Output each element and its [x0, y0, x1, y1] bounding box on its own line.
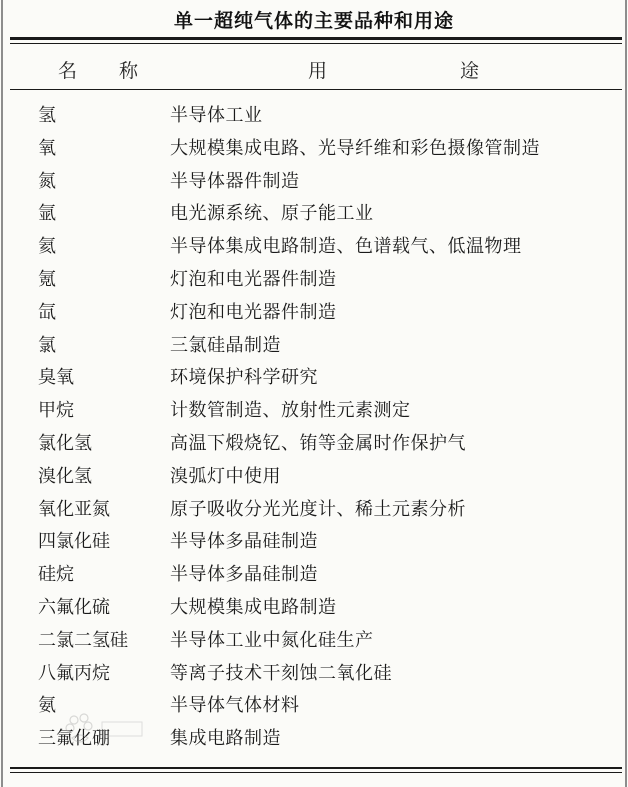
- gas-name-cell: 氨: [38, 695, 56, 717]
- gas-name-cell: 氮: [38, 170, 56, 192]
- column-header-name: 名 称: [58, 60, 157, 82]
- gas-name-cell: 二氯二氢硅: [38, 629, 128, 651]
- watermark-logo: [58, 712, 158, 752]
- table-row: [0, 527, 628, 560]
- gas-name-cell: 甲烷: [38, 400, 74, 422]
- table-row: [0, 626, 628, 659]
- gas-use-cell: 电光源系统、原子能工业: [170, 203, 374, 225]
- top-rule-thick: [10, 37, 622, 40]
- table-row: [0, 232, 628, 265]
- gas-name-cell: 氩: [38, 203, 56, 225]
- table-row: [0, 101, 628, 134]
- table-row: [0, 265, 628, 298]
- table-row: [0, 396, 628, 429]
- table-row: [0, 560, 628, 593]
- table-row: [0, 167, 628, 200]
- top-rule-thin: [10, 43, 622, 44]
- gas-name-cell: 四氯化硅: [38, 531, 110, 553]
- gas-use-cell: 半导体气体材料: [170, 695, 300, 717]
- gas-use-cell: 灯泡和电光器件制造: [170, 268, 337, 290]
- gas-name-cell: 氙: [38, 301, 56, 323]
- column-header-use-right: 途: [460, 60, 480, 82]
- bottom-rule-thick: [10, 767, 622, 769]
- gas-name-cell: 六氟化硫: [38, 596, 110, 618]
- gas-name-cell: 臭氧: [38, 367, 74, 389]
- gas-name-cell: 氧化亚氮: [38, 498, 110, 520]
- gas-name-cell: 氪: [38, 268, 56, 290]
- gas-use-cell: 灯泡和电光器件制造: [170, 301, 337, 323]
- table-row: [0, 134, 628, 167]
- table-row: [0, 593, 628, 626]
- gas-use-cell: 高温下煅烧钇、铕等金属时作保护气: [170, 432, 466, 454]
- table-row: [0, 495, 628, 528]
- gas-name-cell: 氧: [38, 137, 56, 159]
- gas-use-cell: 大规模集成电路、光导纤维和彩色摄像管制造: [170, 137, 540, 159]
- gas-use-cell: 半导体多晶硅制造: [170, 531, 318, 553]
- gas-use-cell: 三氯硅晶制造: [170, 334, 281, 356]
- gas-use-cell: 集成电路制造: [170, 728, 281, 750]
- gas-use-cell: 半导体集成电路制造、色谱载气、低温物理: [170, 236, 522, 258]
- header-rule: [10, 89, 622, 90]
- table-row: [0, 331, 628, 364]
- table-row: [0, 429, 628, 462]
- gas-name-cell: 氯: [38, 334, 56, 356]
- gas-name-cell: 八氟丙烷: [38, 662, 110, 684]
- gas-use-cell: 溴弧灯中使用: [170, 465, 281, 487]
- gas-name-cell: 溴化氢: [38, 465, 92, 487]
- table-body: [0, 101, 628, 757]
- gas-use-cell: 半导体工业: [170, 105, 263, 126]
- gas-use-cell: 半导体器件制造: [170, 170, 300, 192]
- table-row: [0, 363, 628, 396]
- gas-use-cell: 原子吸收分光光度计、稀土元素分析: [170, 498, 466, 520]
- gas-use-cell: 等离子技术干刻蚀二氧化硅: [170, 662, 392, 684]
- gas-use-cell: 半导体工业中氮化硅生产: [170, 629, 374, 651]
- bottom-rule-thin: [10, 772, 622, 773]
- gas-name-cell: 三氟化硼: [38, 728, 110, 750]
- table-row: [0, 199, 628, 232]
- table-title: 单一超纯气体的主要品种和用途: [173, 10, 454, 32]
- gas-name-cell: 氦: [38, 236, 56, 258]
- table-row: [0, 659, 628, 692]
- gas-name-cell: 硅烷: [38, 564, 74, 586]
- gas-name-cell: 氢: [38, 105, 56, 126]
- gas-use-cell: 环境保护科学研究: [170, 367, 318, 389]
- gas-use-cell: 大规模集成电路制造: [170, 596, 337, 618]
- column-header-use-left: 用: [308, 60, 328, 82]
- table-row: [0, 298, 628, 331]
- gas-use-cell: 半导体多晶硅制造: [170, 564, 318, 586]
- gas-use-cell: 计数管制造、放射性元素测定: [170, 400, 411, 422]
- gas-name-cell: 氯化氢: [38, 432, 92, 454]
- table-row: [0, 462, 628, 495]
